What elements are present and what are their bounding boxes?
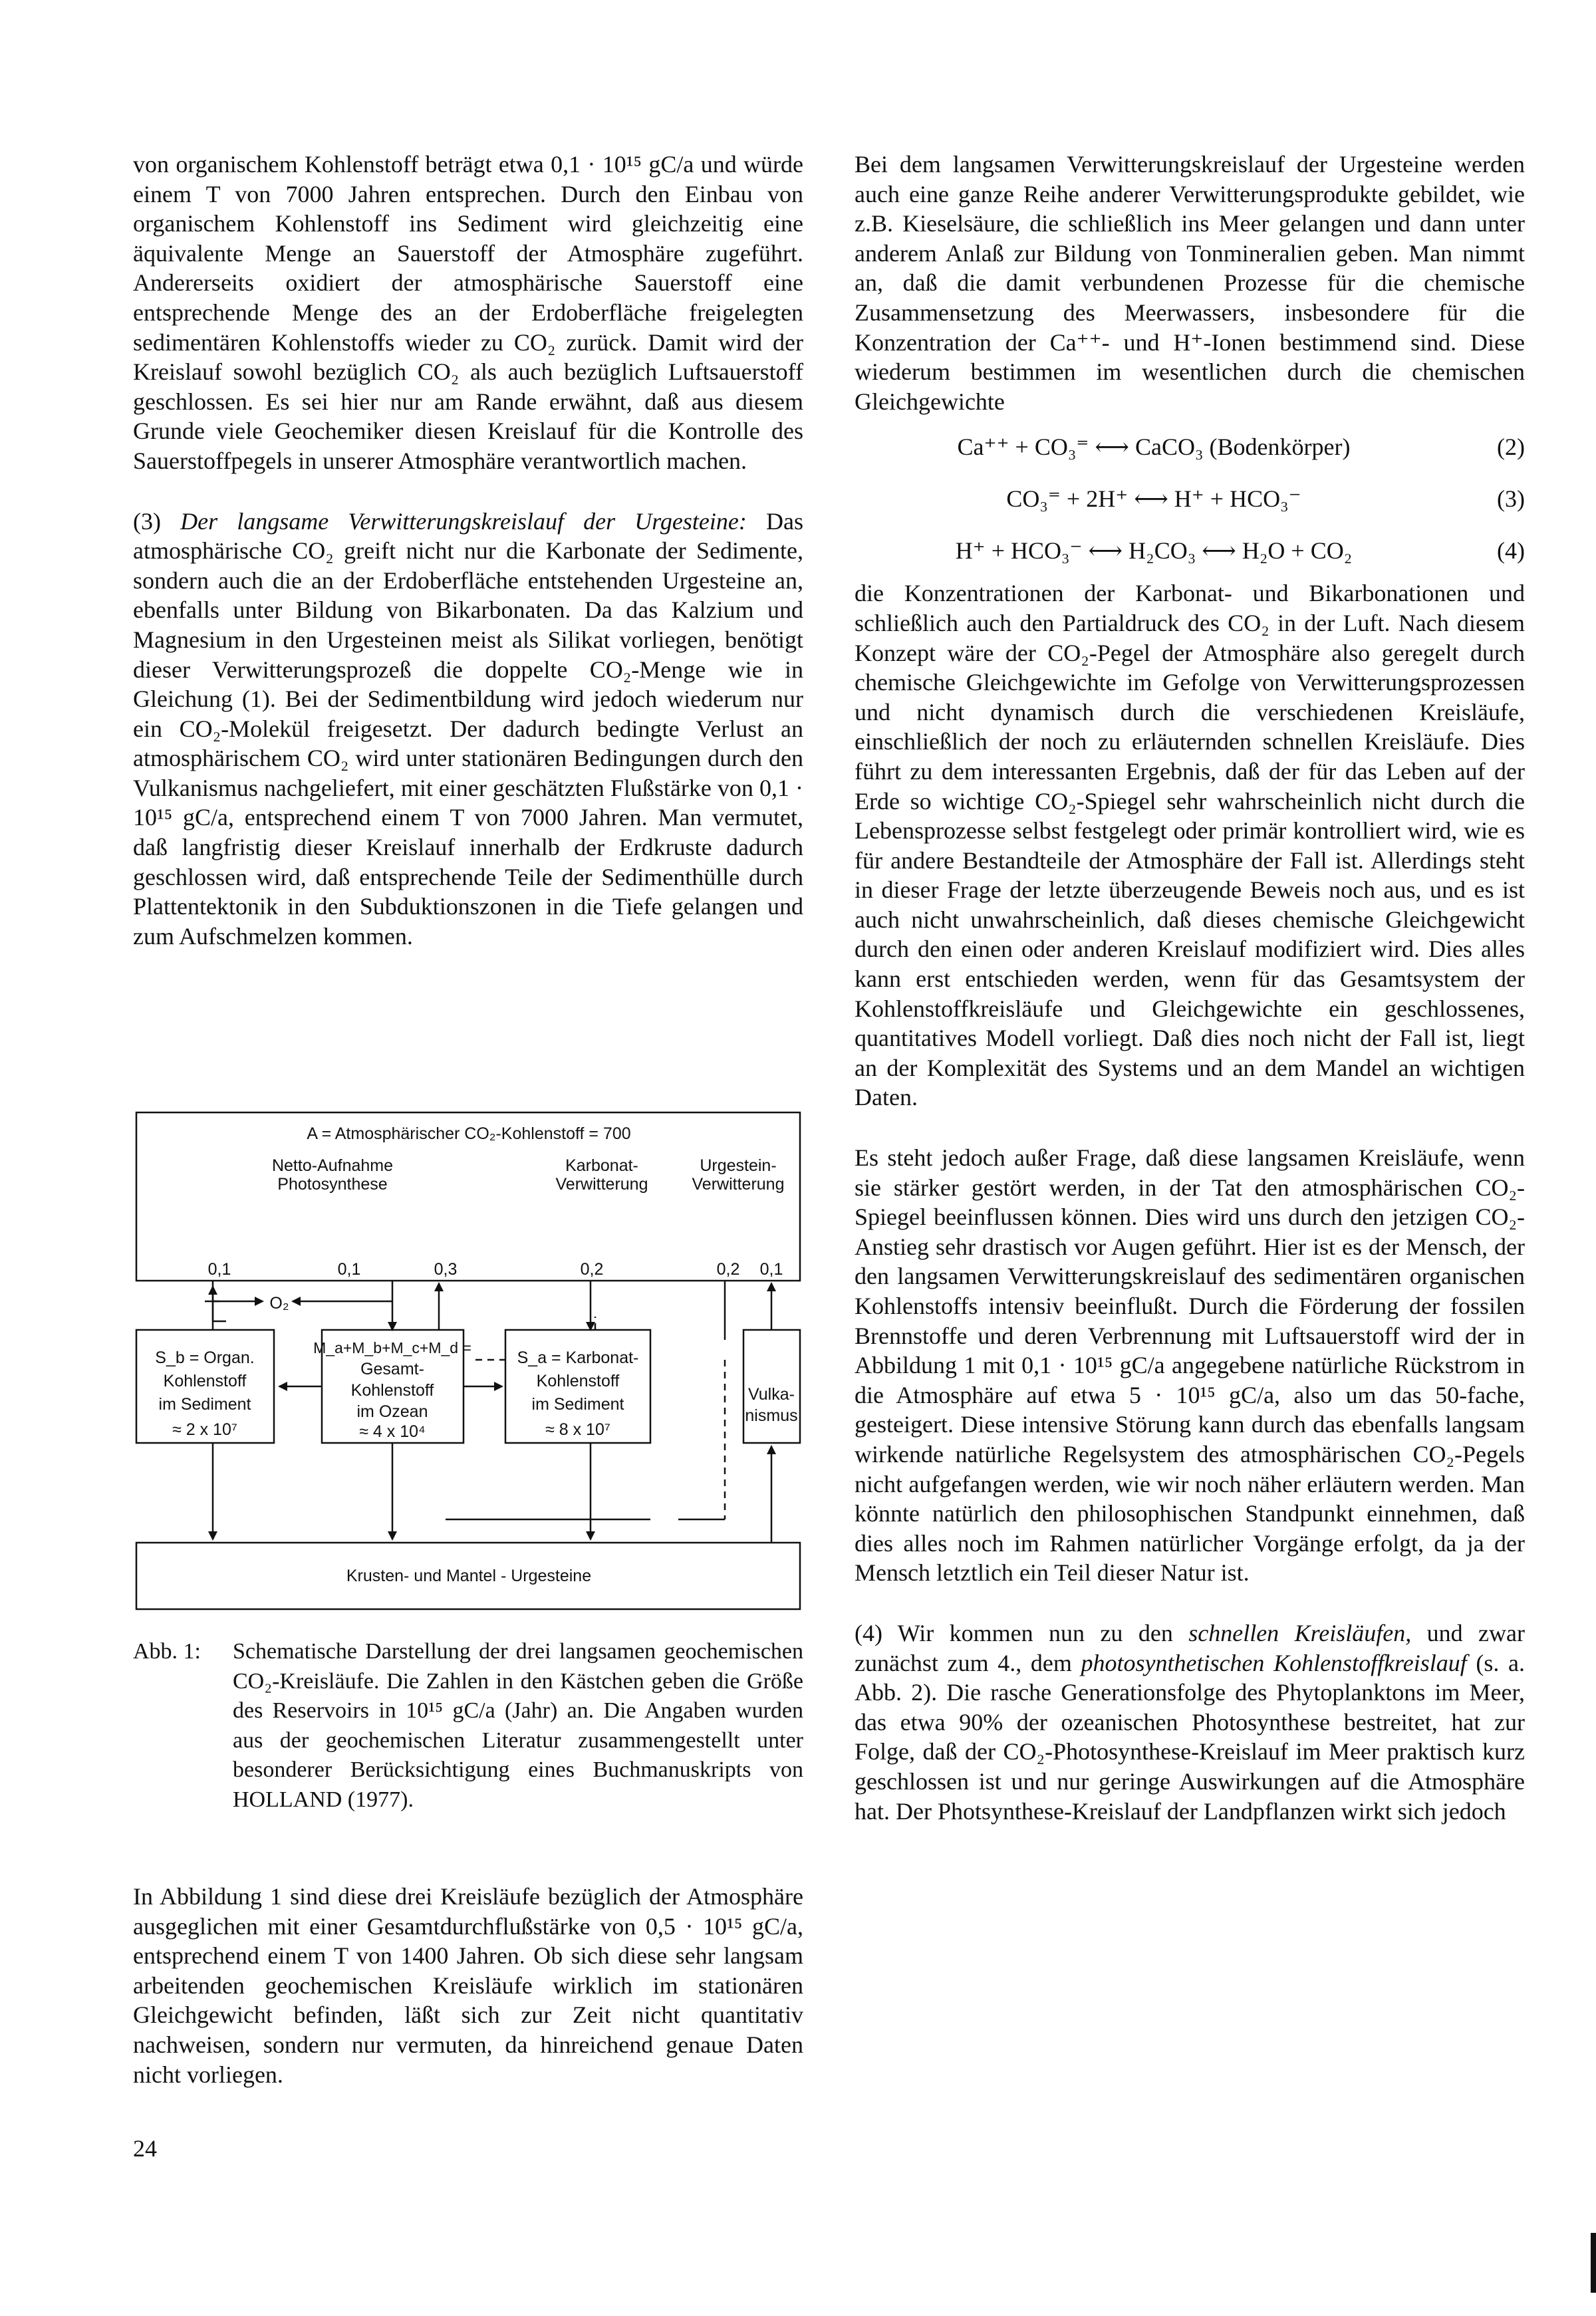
figure-1-diagram	[133, 1107, 805, 1612]
caption-label: Abb. 1:	[133, 1639, 201, 1664]
vulkanismus-line-2: nismus	[745, 1406, 798, 1425]
equation-2	[855, 423, 1525, 475]
equation-4	[855, 527, 1525, 579]
header-urgestein-1: Urgestein-	[700, 1156, 777, 1175]
header-karbonat-1: Karbonat-	[565, 1156, 638, 1175]
flux-value-5: 0,2	[716, 1260, 740, 1279]
left-paragraph-2	[133, 507, 803, 952]
equation-2-formula: Ca⁺⁺ + CO₃⁼ ⟷ CaCO₃ (Bodenkörper)	[957, 434, 1351, 461]
sb-line-1: S_b = Organ.	[155, 1349, 255, 1367]
section-4-term-1: schnellen Kreisläufen,	[1188, 1619, 1412, 1646]
figure-1-caption	[133, 1637, 803, 1815]
caption-text: Schematische Darstellung der drei langsamen geochemischen CO₂-Kreisläufe. Die Zahlen in den Kästchen geben die Größe des Reservoirs in 10¹⁵ gC/a (Jahr) an. Die Angaben wurden aus der geochemischen Literatur zusammengestellt unter besonderer Berücksichtigung eines Buchmanuskripts von HOLLAND (1977).	[233, 1639, 803, 1812]
equation-3-number: (3)	[1497, 485, 1525, 513]
left-column	[133, 150, 803, 951]
header-urgestein-2: Verwitterung	[692, 1175, 785, 1194]
left-paragraph-3: In Abbildung 1 sind diese drei Kreisläufe bezüglich der Atmosphäre ausgeglichen mit einer Gesamtdurchflußstärke von 0,5 · 10¹⁵ gC/a, entsprechend einem T von 1400 Jahren. Ob sich diese sehr langsam arbeitenden geochemischen Kreisläufe wirklich im stationären Gleichgewicht befinden, läßt sich zur Zeit nicht quantitativ nachweisen, sondern nur vermuten, da hinreichend genaue Daten nicht vorliegen.	[133, 1883, 803, 2088]
equation-3	[855, 475, 1525, 527]
equation-4-formula: H⁺ + HCO₃⁻ ⟷ H₂CO₃ ⟷ H₂O + CO₂	[955, 537, 1353, 565]
right-paragraph-2: die Konzentrationen der Karbonat- und Bikarbonationen und schließlich auch den Partialdruck des CO₂ in der Luft. Nach diesem Konzept wäre der CO₂-Pegel der Atmosphäre also geregelt durch chemische Gleichgewichte im Gefolge von Verwitterungsprozessen und nicht dynamisch durch die verschiedenen Kreisläufe, einschließlich der noch zu erläuternden schnellen Kreisläufe. Dies führt zu dem interessanten Ergebnis, daß der für das Leben auf der Erde so wichtige CO₂-Spiegel sehr wahrscheinlich nicht durch die Lebensprozesse selbst festgelegt oder primär kontrolliert wird, wie es für andere Bestandteile der Atmosphäre der Fall ist. Allerdings steht in dieser Frage der letzte überzeugende Beweis noch aus, und es ist auch nicht unwahrscheinlich, daß dieses chemische Gleichgewicht durch den einen oder anderen Kreislauf modifiziert wird. Dies alles kann erst entschieden werden, wenn für das Gesamtsystem der Kohlenstoffkreisläufe und Gleichgewichte ein geschlossenes, quantitatives Modell vorliegt. Daß dies noch nicht der Fall ist, liegt an der Komplexität des Systems und an dem Mandel an wichtigen Daten.	[855, 580, 1525, 1111]
header-karbonat-2: Verwitterung	[555, 1175, 648, 1194]
section-3-heading: Der langsame Verwitterungskreislauf der Urgesteine:	[180, 507, 747, 535]
ocean-line-1: M_a+M_b+M_c+M_d =	[313, 1339, 471, 1356]
section-3-number: (3)	[133, 507, 181, 535]
atmosphere-label: A = Atmosphärischer CO₂-Kohlenstoff = 700	[307, 1124, 631, 1143]
carbon-cycle-diagram	[133, 1107, 805, 1612]
ocean-line-3: Kohlenstoff	[350, 1381, 434, 1400]
section-4-intro: (4) Wir kommen nun zu den	[855, 1619, 1189, 1646]
ocean-line-4: im Ozean	[356, 1402, 428, 1421]
sb-line-3: im Sediment	[158, 1395, 251, 1414]
vulkanismus-line-1: Vulka-	[748, 1385, 795, 1404]
section-4-term-2: photosynthetischen Kohlenstoffkreislauf	[1081, 1649, 1467, 1676]
crust-label: Krusten- und Mantel - Urgesteine	[346, 1567, 592, 1585]
flux-value-3: 0,3	[434, 1260, 458, 1279]
sb-line-4: ≈ 2 x 10⁷	[172, 1420, 237, 1439]
scan-edge-mark	[1591, 2233, 1596, 2293]
sb-line-2: Kohlenstoff	[163, 1372, 247, 1390]
right-paragraph-3: Es steht jedoch außer Frage, daß diese langsamen Kreisläufe, wenn sie stärker gestört werden, in der Tat den atmosphärischen CO₂-Spiegel beeinflussen können. Dies wird uns durch den jetzigen CO₂-Anstieg sehr drastisch vor Augen geführt. Hier ist es der Mensch, der den langsamen Verwitterungskreislauf des sedimentären organischen Kohlenstoffs intensiv beeinflußt. Durch die Förderung der fossilen Brennstoffe und deren Verbrennung mit Luftsauerstoff wird der in Abbildung 1 mit 0,1 · 10¹⁵ gC/a angegebene natürliche Rückstrom in die Atmosphäre auf etwa 5 · 10¹⁵ gC/a, also um das 50-fache, gesteigert. Diese intensive Störung kann durch das ebenfalls langsam wirkende natürliche Regelsystem des atmosphärischen CO₂-Pegels nicht aufgefangen werden, wie wir noch näher erläutern werden. Man könnte natürlich den philosophischen Standpunkt einnehmen, daß dies alles noch im Rahmen natürlicher Vorgänge erfolgt, da ja der Mensch letztlich ein Teil dieser Natur ist.	[855, 1144, 1525, 1587]
o2-label: O₂	[269, 1294, 289, 1313]
header-netto-2: Photosynthese	[277, 1175, 388, 1194]
sa-line-4: ≈ 8 x 10⁷	[545, 1420, 610, 1439]
section-4-mid: und zwar zunächst zum 4., dem	[855, 1619, 1526, 1676]
right-paragraph-4	[855, 1618, 1525, 1826]
right-paragraph-1: Bei dem langsamen Verwitterungskreislauf der Urgesteine werden auch eine ganze Reihe anderer Verwitterungsprodukte gebildet, wie z.B. Kieselsäure, die schließlich ins Meer gelangen und dann unter anderem Anlaß zur Bildung von Tonmineralien geben. Man nimmt an, daß die damit verbundenen Prozesse für die chemische Zusammensetzung des Meerwassers, insbesondere für die Konzentration der Ca⁺⁺- und H⁺-Ionen bestimmend sind. Diese wiederum bestimmen im wesentlichen durch die chemischen Gleichgewichte	[855, 151, 1525, 415]
section-4-body: (s. a. Abb. 2). Die rasche Generationsfolge des Phytoplanktons im Meer, das etwa 90% der ozeanischen Photosynthese bestreitet, hat zur Folge, daß der CO₂-Photosynthese-Kreislauf im Meer praktisch kurz geschlossen ist und nur geringe Auswirkungen auf die Atmosphäre hat. Der Photsynthese-Kreislauf der Landpflanzen wirkt sich jedoch	[855, 1649, 1525, 1825]
section-3-body: Das atmosphärische CO₂ greift nicht nur die Karbonate der Sedimente, sondern auch die an der Erdoberfläche entstehenden Urgesteine an, ebenfalls unter Bildung von Bikarbonaten. Da das Kalzium und Magnesium in den Urgesteinen meist als Silikat vorliegen, benötigt dieser Verwitterungsprozeß die doppelte CO₂-Menge wie in Gleichung (1). Bei der Sedimentbildung wird jedoch wiederum nur ein CO₂-Molekül freigesetzt. Der dadurch bedingte Verlust an atmosphärischem CO₂ wird unter stationären Bedingungen durch den Vulkanismus nachgeliefert, mit einer geschätzten Flußstärke von 0,1 · 10¹⁵ gC/a, entsprechend einem T von 7000 Jahren. Man vermutet, daß langfristig dieser Kreislauf innerhalb der Erdkruste dadurch geschlossen wird, daß entsprechende Teile der Sedimenthülle durch Plattentektonik in den Subduktionszonen in die Tiefe gelangen und zum Aufschmelzen kommen.	[133, 507, 803, 950]
header-netto-1: Netto-Aufnahme	[271, 1156, 394, 1175]
flux-value-1: 0,1	[207, 1260, 231, 1279]
ocean-line-5: ≈ 4 x 10⁴	[359, 1422, 426, 1441]
flux-value-4: 0,2	[580, 1260, 604, 1279]
right-column	[855, 150, 1525, 1826]
left-paragraph-1: von organischem Kohlenstoff beträgt etwa 0,1 · 10¹⁵ gC/a und würde einem T von 7000 Jahren entsprechen. Durch den Einbau von organischem Kohlenstoff ins Sediment wird gleichzeitig eine äquivalente Menge an Sauerstoff der Atmosphäre zugeführt. Andererseits oxidiert der atmosphärische Sauerstoff eine entsprechende Menge des an der Erdoberfläche freigelegten sedimentären Kohlenstoffs wieder zu CO₂ zurück. Damit wird der Kreislauf sowohl bezüglich CO₂ als auch bezüglich Luftsauerstoff geschlossen. Es sei hier nur am Rande erwähnt, daß aus diesem Grunde viele Geochemiker diesen Kreislauf für die Kontrolle des Sauerstoffpegels in unserer Atmosphäre verantwortlich machen.	[133, 151, 803, 474]
equation-2-number: (2)	[1497, 434, 1525, 461]
sa-line-3: im Sediment	[531, 1395, 624, 1414]
sa-line-1: S_a = Karbonat-	[517, 1349, 639, 1367]
flux-value-6: 0,1	[759, 1260, 783, 1279]
page-number: 24	[133, 2135, 157, 2162]
equation-3-formula: CO₃⁼ + 2H⁺ ⟷ H⁺ + HCO₃⁻	[1006, 485, 1301, 513]
ocean-line-2: Gesamt-	[360, 1360, 424, 1378]
sa-line-2: Kohlenstoff	[536, 1372, 620, 1390]
flux-value-2: 0,1	[337, 1260, 361, 1279]
equations	[855, 423, 1525, 579]
equation-4-number: (4)	[1497, 537, 1525, 565]
